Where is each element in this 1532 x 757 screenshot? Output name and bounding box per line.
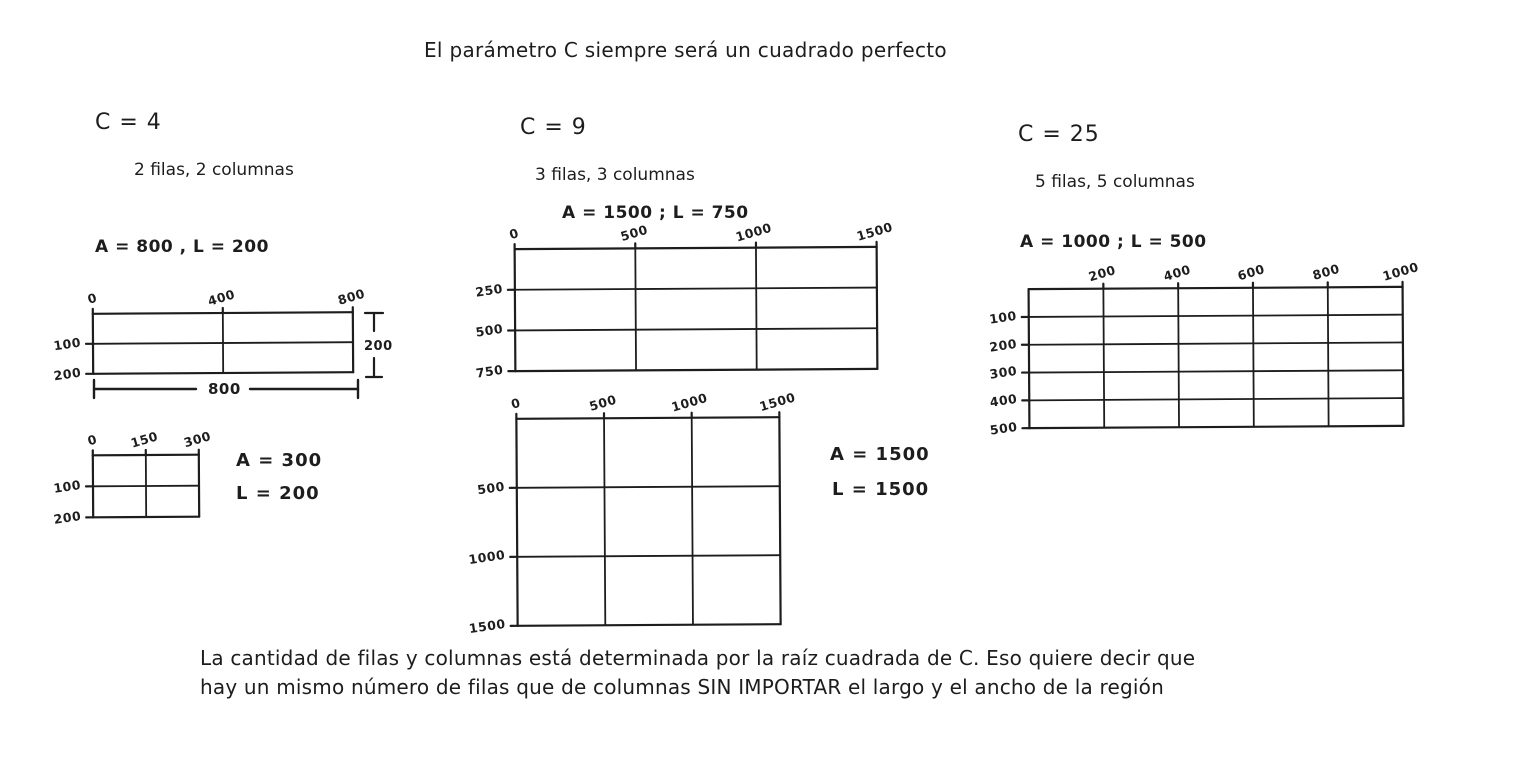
c25-params: A = 1000 ; L = 500 — [1020, 232, 1207, 252]
grid-lines — [516, 417, 780, 626]
c4-height-dimension-label: 200 — [364, 339, 393, 354]
x-tick-label: 0 — [85, 289, 99, 307]
grid-lines — [515, 247, 878, 371]
x-tick-label: 400 — [1161, 261, 1193, 284]
x-tick-label: 800 — [1310, 260, 1342, 283]
y-tick-label: 500 — [474, 321, 505, 341]
y-tick-label: 250 — [474, 280, 504, 300]
x-tick-label: 0 — [507, 225, 521, 243]
y-tick-label: 1500 — [467, 615, 507, 637]
c4-heading: C = 4 — [95, 110, 162, 135]
c4-grid-300x200 — [52, 428, 213, 527]
x-tick-label: 600 — [1236, 261, 1267, 284]
x-tick-label: 800 — [335, 285, 367, 308]
c9-grid-1500x1500 — [467, 389, 798, 637]
footer-line-2: hay un mismo número de filas que de columnas SIN IMPORTAR el largo y el ancho de la región — [200, 675, 1164, 699]
c4-width-dimension — [88, 377, 368, 405]
footer-line-1: La cantidad de filas y columnas está determinada por la raíz cuadrada de C. Eso quiere decir que — [200, 646, 1196, 670]
x-tick-label: 1000 — [734, 219, 774, 245]
x-tick-label: 500 — [618, 221, 650, 244]
y-tick-label: 750 — [474, 361, 505, 381]
y-tick-label: 200 — [988, 335, 1018, 355]
c4-width-dimension-label: 800 — [208, 380, 241, 398]
y-tick-label: 100 — [52, 477, 82, 496]
c4-subheading: 2 filas, 2 columnas — [134, 160, 294, 180]
x-tick-label: 1000 — [1380, 258, 1421, 284]
x-tick-label: 1500 — [854, 219, 895, 244]
c9-square-grid-area-label: A = 1500 — [830, 444, 930, 465]
y-tick-label: 200 — [52, 364, 83, 384]
x-tick-label: 1500 — [757, 389, 798, 415]
c4-grid-800x200 — [52, 285, 367, 384]
c25-subheading: 5 filas, 5 columnas — [1035, 172, 1195, 192]
x-tick-label: 300 — [181, 428, 213, 451]
c9-subheading: 3 filas, 3 columnas — [535, 165, 695, 185]
y-tick-label: 200 — [52, 508, 83, 527]
x-tick-label: 500 — [587, 391, 618, 414]
grid-lines — [93, 312, 353, 374]
c4-small-grid-area-label: A = 300 — [236, 450, 323, 471]
c4-height-dimension — [356, 308, 408, 384]
y-tick-label: 100 — [52, 334, 82, 354]
c9-grid-1500x750 — [474, 219, 895, 381]
y-tick-label: 300 — [988, 363, 1019, 383]
c25-grid-1000x500 — [988, 258, 1421, 438]
page-title: El parámetro C siempre será un cuadrado perfecto — [424, 38, 947, 62]
y-tick-label: 500 — [476, 478, 506, 498]
x-tick-label: 0 — [509, 394, 523, 412]
x-tick-label: 150 — [128, 428, 160, 451]
y-tick-label: 500 — [988, 418, 1019, 438]
x-tick-label: 1000 — [669, 389, 710, 415]
y-tick-label: 100 — [988, 307, 1018, 327]
grid-lines — [1029, 287, 1404, 428]
c9-heading: C = 9 — [520, 115, 587, 140]
c9-params: A = 1500 ; L = 750 — [562, 203, 749, 223]
x-tick-label: 200 — [1086, 262, 1118, 285]
y-tick-label: 1000 — [467, 546, 507, 568]
c4-small-grid-length-label: L = 200 — [236, 483, 320, 504]
x-tick-label: 0 — [85, 431, 99, 449]
x-tick-label: 400 — [205, 286, 237, 309]
grid-lines — [93, 455, 199, 518]
y-tick-label: 400 — [988, 391, 1019, 410]
c25-heading: C = 25 — [1018, 122, 1100, 147]
c4-params: A = 800 , L = 200 — [95, 237, 269, 257]
c9-square-grid-length-label: L = 1500 — [832, 479, 930, 500]
